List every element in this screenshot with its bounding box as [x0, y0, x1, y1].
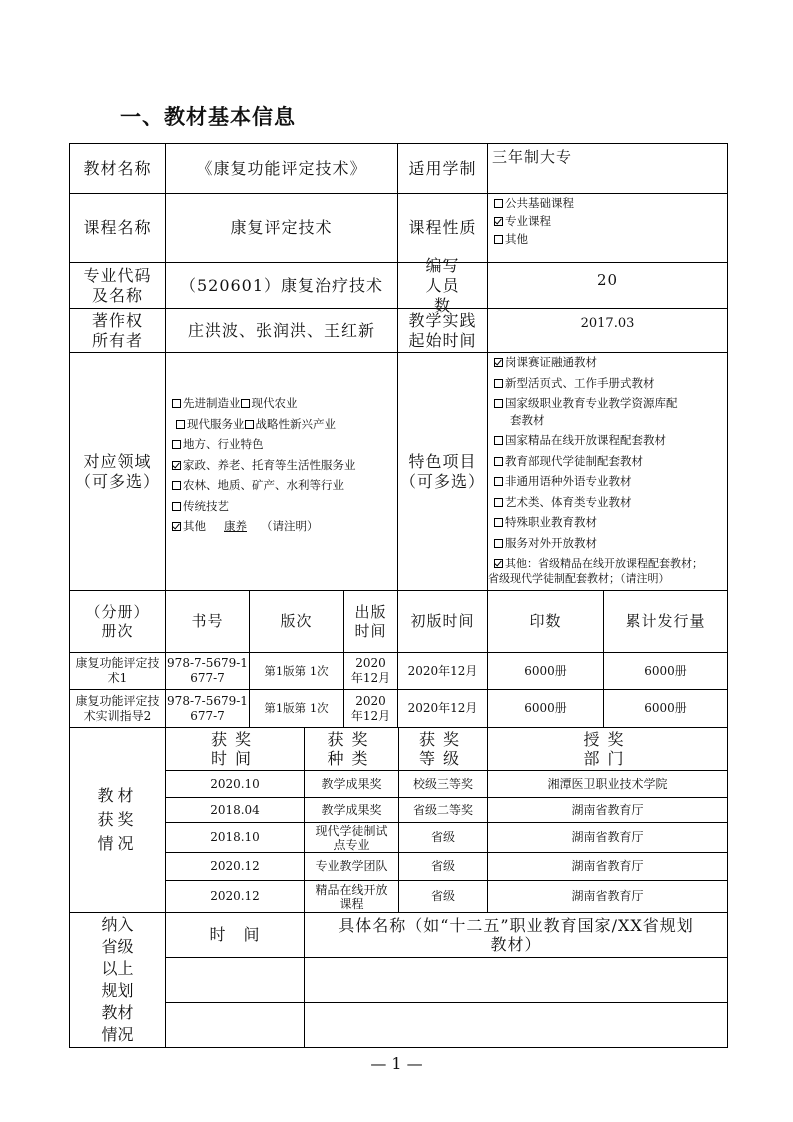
award-level: 省级	[430, 859, 455, 873]
volume-edition: 第1版第 1次	[264, 701, 329, 716]
checkbox-icon	[176, 420, 185, 429]
volume-total: 6000册	[644, 663, 687, 678]
checked-checkbox-icon	[172, 522, 181, 531]
volume-pubtime: 2020年12月	[350, 656, 391, 685]
field-option[interactable]: 现代服务业	[176, 417, 245, 431]
checked-checkbox-icon	[494, 559, 503, 568]
field-option[interactable]: 战略性新兴产业	[245, 417, 337, 431]
field-option[interactable]: 传统技艺	[172, 496, 356, 517]
feature-option[interactable]: 国家精品在线开放课程配套教材	[494, 430, 703, 451]
checkbox-icon	[494, 457, 503, 466]
checked-checkbox-icon	[494, 358, 503, 367]
volume-header-pubtime: 出版时间	[354, 602, 387, 640]
course-nature-option[interactable]: 专业课程	[494, 212, 574, 230]
course-nature-options	[494, 194, 574, 248]
applicable-system-label: 适用学制	[408, 158, 477, 178]
award-type: 教学成果奖	[321, 776, 382, 791]
checkbox-icon	[172, 502, 181, 511]
feature-option[interactable]: 艺术类、体育类专业教材	[494, 492, 703, 513]
field-option[interactable]: 现代农业	[241, 396, 298, 410]
volume-header-volume: （分册）册次	[85, 602, 150, 640]
checkbox-icon	[172, 440, 181, 449]
volume-header-print: 印数	[529, 612, 562, 631]
checkbox-icon	[245, 420, 254, 429]
feature-option[interactable]: 服务对外开放教材	[494, 533, 703, 554]
course-name-value: 康复评定技术	[230, 218, 333, 237]
checkbox-icon	[494, 235, 503, 244]
volume-print: 6000册	[524, 701, 567, 715]
volume-print: 6000册	[524, 663, 567, 678]
volume-pubtime: 2020年12月	[350, 693, 391, 723]
practice-start-label: 教学实践起始时间	[408, 310, 477, 350]
planning-label: 纳入省级以上规划教材情况	[101, 915, 134, 1044]
volume-firsttime: 2020年12月	[407, 663, 478, 678]
planning-header-name: 具体名称（如“十二五”职业教育国家/XX省规划教材）	[338, 916, 694, 954]
volume-name: 康复功能评定技术1	[75, 656, 160, 685]
volume-total: 6000册	[644, 701, 687, 715]
field-label: 对应领域 （可多选）	[74, 451, 160, 491]
volume-header-isbn: 书号	[191, 612, 224, 631]
award-time: 2018.10	[210, 830, 260, 844]
feature-option-other[interactable]: 其他：省级精品在线开放课程配套教材；	[494, 553, 703, 571]
feature-options	[488, 352, 703, 586]
checkbox-icon	[494, 199, 503, 208]
applicable-system-value: 三年制大专	[492, 148, 573, 166]
textbook-name-label: 教材名称	[83, 158, 152, 178]
field-option[interactable]: 家政、养老、托育等生活性服务业	[172, 455, 356, 476]
feature-option[interactable]: 特殊职业教育教材	[494, 512, 703, 533]
award-level: 省级	[430, 830, 455, 844]
feature-option-continued: 套教材	[510, 412, 545, 427]
award-level: 省级二等奖	[412, 802, 473, 817]
field-options	[172, 393, 356, 537]
checkbox-icon	[494, 498, 503, 507]
award-type: 现代学徒制试点专业	[315, 823, 388, 852]
award-dept: 湖南省教育厅	[571, 889, 644, 903]
checked-checkbox-icon	[494, 217, 503, 226]
checkbox-icon	[494, 379, 503, 388]
checkbox-icon	[494, 436, 503, 445]
course-nature-option[interactable]: 公共基础课程	[494, 194, 574, 212]
major-label: 专业代码及名称	[83, 265, 152, 305]
volume-isbn: 978-7-5679-1677-7	[167, 693, 248, 723]
award-dept: 湖南省教育厅	[571, 830, 644, 844]
feature-label: 特色项目 （可多选）	[399, 451, 485, 491]
volume-header-firsttime: 初版时间	[410, 612, 475, 631]
volume-header-total: 累计发行量	[625, 612, 706, 631]
field-option[interactable]: 农林、地质、矿产、水利等行业	[172, 475, 356, 496]
award-type: 精品在线开放课程	[315, 882, 388, 911]
planning-name-cell[interactable]	[305, 1003, 727, 1047]
award-dept: 湖南省教育厅	[571, 859, 644, 873]
award-level: 省级	[430, 889, 455, 903]
planning-name-cell[interactable]	[305, 958, 727, 1002]
volume-header-edition: 版次	[280, 612, 313, 631]
award-time: 2020.12	[210, 859, 260, 873]
checkbox-icon	[241, 399, 250, 408]
awards-label: 教材获奖情况	[97, 786, 138, 853]
course-nature-option[interactable]: 其他	[494, 230, 574, 248]
feature-option[interactable]: 新型活页式、工作手册式教材	[494, 373, 703, 394]
award-type: 教学成果奖	[321, 802, 382, 817]
practice-start-value: 2017.03	[580, 316, 635, 331]
field-option[interactable]: 地方、行业特色	[172, 434, 356, 455]
volume-isbn: 978-7-5679-1677-7	[167, 656, 248, 685]
award-level: 校级三等奖	[412, 776, 473, 791]
feature-other-note: 省级现代学徒制配套教材；（请注明）	[488, 572, 670, 585]
writers-value: 20	[596, 271, 619, 289]
award-dept: 湘潭医卫职业技术学院	[547, 776, 668, 791]
volume-edition: 第1版第 1次	[264, 663, 329, 678]
award-header-time: 获奖时间	[210, 730, 259, 768]
checkbox-icon	[172, 481, 181, 490]
field-option-other[interactable]: 其他 康养 （请注明）	[172, 516, 356, 537]
checkbox-icon	[494, 477, 503, 486]
checked-checkbox-icon	[172, 461, 181, 470]
course-name-label: 课程名称	[83, 218, 152, 237]
checkbox-icon	[494, 518, 503, 527]
copyright-value: 庄洪波、张润洪、王红新	[187, 320, 375, 340]
volume-firsttime: 2020年12月	[407, 701, 478, 715]
course-nature-label: 课程性质	[408, 218, 477, 237]
field-other-input[interactable]: 康养	[224, 519, 247, 533]
copyright-label: 著作权所有者	[91, 310, 143, 350]
textbook-name-value: 《康复功能评定技术》	[196, 158, 367, 178]
checkbox-icon	[494, 399, 503, 408]
field-option[interactable]: 先进制造业	[172, 396, 241, 410]
planning-header-time: 时 间	[209, 925, 261, 944]
feature-option[interactable]: 非通用语种外语专业教材	[494, 471, 703, 492]
volume-name: 康复功能评定技术实训指导2	[75, 693, 160, 723]
major-value: （520601）康复治疗技术	[179, 275, 384, 295]
writers-label: 编写人员数	[425, 255, 460, 315]
award-time: 2018.04	[210, 802, 260, 817]
feature-option[interactable]: 教育部现代学徒制配套教材	[494, 451, 703, 472]
checkbox-icon	[494, 539, 503, 548]
planning-time-cell[interactable]	[166, 1003, 304, 1047]
planning-time-cell[interactable]	[166, 958, 304, 1002]
checkbox-icon	[172, 399, 181, 408]
award-time: 2020.12	[210, 889, 260, 903]
award-header-dept: 授奖部门	[583, 730, 632, 768]
section-heading: 一、教材基本信息	[120, 105, 296, 129]
page-number: — 1 —	[370, 1054, 423, 1073]
award-type: 专业教学团队	[315, 859, 388, 873]
feature-option[interactable]: 国家级职业教育专业教学资源库配	[494, 393, 703, 414]
award-time: 2020.10	[210, 776, 260, 791]
award-header-type: 获奖种类	[327, 730, 376, 768]
feature-option[interactable]: 岗课赛证融通教材	[494, 352, 703, 373]
award-dept: 湖南省教育厅	[571, 802, 644, 817]
award-header-level: 获奖等级	[418, 730, 467, 768]
